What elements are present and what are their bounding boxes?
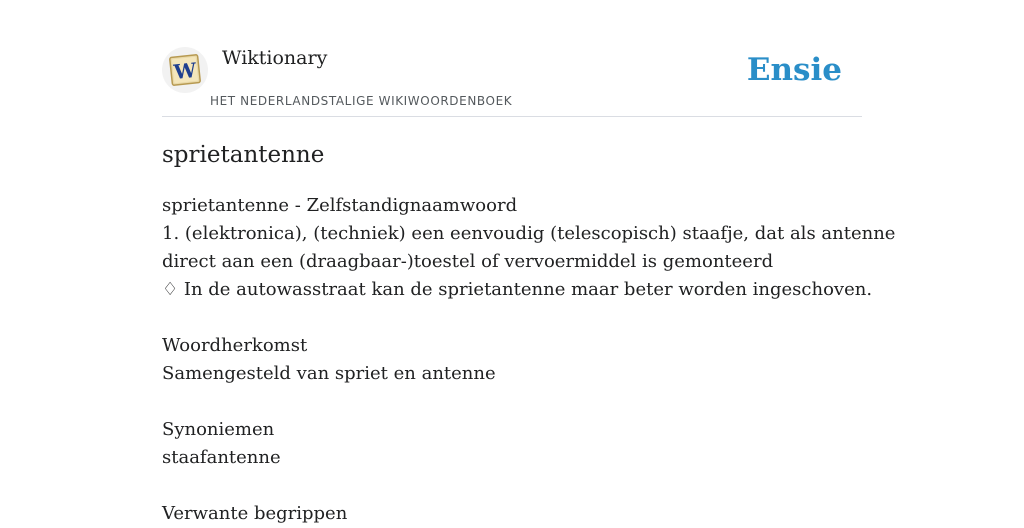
logo-letter: W xyxy=(172,57,198,85)
spacer xyxy=(162,388,862,416)
definition-line-continued: direct aan een (draagbaar-)toestel of vervoermiddel is gemonteerd xyxy=(162,251,774,272)
definition-line: 1. (elektronica), (techniek) een eenvoudig (telescopisch) staafje, dat als antenne xyxy=(162,223,896,244)
site-name[interactable]: Wiktionary xyxy=(222,47,328,69)
entry-content xyxy=(162,192,896,528)
synonyms-text: staafantenne xyxy=(162,447,281,468)
wiktionary-tile-icon xyxy=(168,53,202,87)
example-sentence: ♢ In de autowasstraat kan de sprietantenne maar beter worden ingeschoven. xyxy=(162,279,873,300)
ensie-brand-link[interactable]: Ensie xyxy=(746,52,842,88)
headword-line: sprietantenne - Zelfstandignaamwoord xyxy=(162,195,518,216)
related-terms-heading: Verwante begrippen xyxy=(162,503,348,524)
page-title: sprietantenne xyxy=(162,142,325,168)
etymology-text: Samengesteld van spriet en antenne xyxy=(162,363,496,384)
site-header xyxy=(162,0,862,117)
spacer xyxy=(162,472,862,500)
page-container xyxy=(162,0,896,524)
wiktionary-logo[interactable] xyxy=(162,47,208,93)
synonyms-heading: Synoniemen xyxy=(162,419,275,440)
spacer xyxy=(162,304,862,332)
etymology-heading: Woordherkomst xyxy=(162,335,308,356)
site-tagline: HET NEDERLANDSTALIGE WIKIWOORDENBOEK xyxy=(210,94,513,108)
